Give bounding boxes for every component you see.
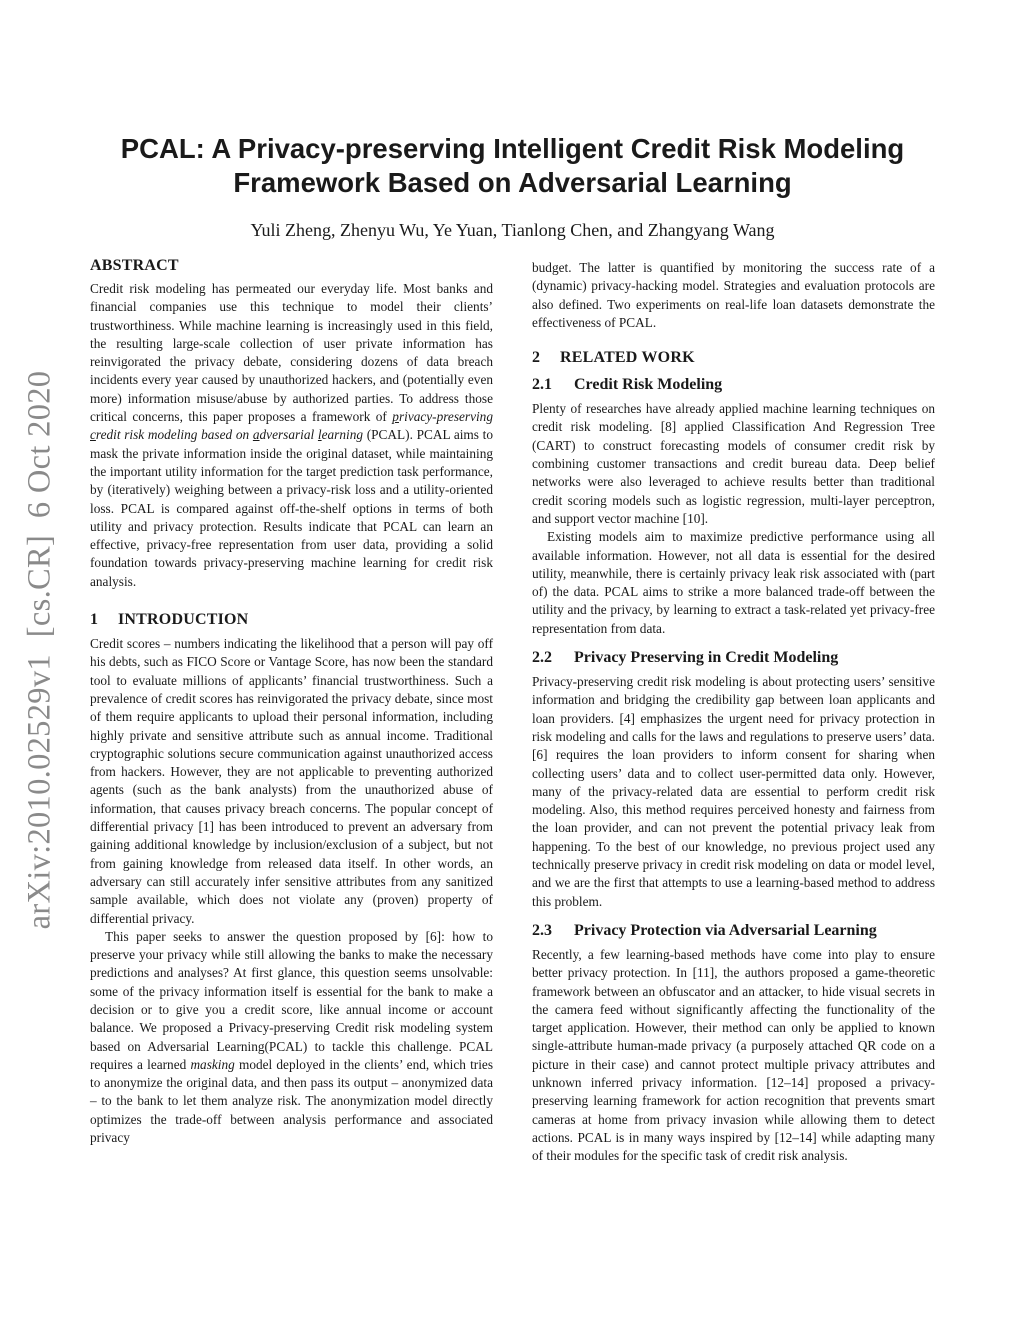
title-line-2: Framework Based on Adversarial Learning <box>233 167 792 198</box>
subsection-2-1-paragraph-1: Plenty of researches have already applied machine learning techniques on credit risk modeling. [8] applied Classification And Regression Tree (CART) to construct forecasting models of consumer credit risk by combining customer transactions and credit bureau data. Deep belief networks were also leveraged to achieve results better than traditional credit scoring models such as logistic regression, multi-layer perceptron, and support vector machine [10]. <box>532 401 935 526</box>
abstract-text: Credit risk modeling has permeated our everyday life. Most banks and financial companies use this technique to model their clients’ trustworthiness. While machine learning is increasingly used in this field, the resulting large-scale collection of user private information has reinvigorated the privacy debate, considering dozens of data breach incidents every year caused by unauthorized hackers, and (potentially even more) information misuse/abuse by authorized parties. To address those critical concerns, this paper proposes a framework of privacy-preserving credit risk modeling based on adversarial learning (PCAL). PCAL aims to mask the private information inside the original dataset, while maintaining the important utility information for the target prediction task performance, by (iteratively) weighing between a privacy-risk loss and a utility-oriented loss. PCAL is compared against off-the-shelf options in terms of both utility and privacy protection. Results indicate that PCAL can learn an effective, privacy-free representation from user data, providing a solid foundation towards privacy-preserving machine learning for credit risk analysis. <box>90 281 493 589</box>
introduction-paragraph-2: This paper seeks to answer the question proposed by [6]: how to preserve your privacy while still allowing the banks to make the necessary predictions and analyses? At first glance, this question seems unsolvable: some of the privacy information itself is essential for the bank to make a decision or to give you a credit score, like annual income or account balance. We proposed a Privacy-preserving Credit risk modeling system based on Adversarial Learning(PCAL) to tackle this challenge. PCAL requires a learned masking model deployed in the clients’ end, which tries to anonymize the original data, and then pass its output – anonymized data – to the bank to let them analyze risk. The anonymization model directly optimizes the trade-off between analysis performance and associated privacy <box>90 928 493 1146</box>
subsection-2-1-heading: 2.1 Credit Risk Modeling <box>532 376 723 394</box>
right-column <box>532 259 935 1165</box>
subsection-2-3-heading: 2.3 Privacy Protection via Adversarial Learning <box>532 921 877 939</box>
section-title: RELATED WORK <box>560 349 695 367</box>
section-number: 1 <box>90 611 99 629</box>
abstract-heading: ABSTRACT <box>90 257 179 274</box>
left-column <box>90 256 493 1147</box>
pcal-acronym-expansion: privacy-preserving credit risk modeling based on adversarial learning <box>90 409 493 443</box>
subsection-2-2-paragraph-1: Privacy-preserving credit risk modeling is about protecting users’ sensitive information and bridging the credibility gap between loan applicants and loan providers. [4] emphasizes the urgent need for privacy protection in risk modeling and calls for the laws and regulations to preserve users’ data. [6] requires the loan providers to inform consent for sharing when collecting users’ data and to collect user-permitted data only. However, many of the privacy-related data are essential to perform credit risk modeling. Also, this method requires perceived honesty and fairness from the loan provider, and can not prevent the potential privacy leak from happening. To the best of our knowledge, no previous project used any technically preserve privacy in credit risk modeling on data or model level, and we are the first that attempts to use a learning-based method to address this problem. <box>532 674 935 909</box>
introduction-continuation: budget. The latter is quantified by monitoring the success rate of a (dynamic) privacy-hacking model. Strategies and evaluation protocols are also defined. Two experiments on real-life loan datasets demonstrate the effectiveness of PCAL. <box>532 260 935 330</box>
arxiv-stamp <box>10 362 70 937</box>
subsection-2-1-paragraph-2: Existing models aim to maximize predictive performance using all available information. However, not all data is essential for the desired utility, meanwhile, there is certainly privacy leak risk associated with (part of) the data. PCAL aims to strike a more balanced trade-off between the utility and the privacy, by learning to extract a task-related yet privacy-free representation from data. <box>532 529 935 636</box>
arxiv-identifier[interactable]: arXiv:2010.02529v1 [cs.CR] 6 Oct 2020 <box>21 370 58 929</box>
author-list: Yuli Zheng, Zhenyu Wu, Ye Yuan, Tianlong Chen, and Zhangyang Wang <box>250 220 775 240</box>
section-number: 2 <box>532 349 541 367</box>
title-line-1: PCAL: A Privacy-preserving Intelligent Credit Risk Modeling <box>120 133 905 164</box>
related-work-heading <box>532 348 935 368</box>
section-title: INTRODUCTION <box>118 611 249 629</box>
subsection-2-3-paragraph-1: Recently, a few learning-based methods have come into play to ensure better privacy protection. In [11], the authors proposed a game-theoretic framework between an obfuscator and an attacker, to hide visual secrets in the camera feed without significantly affecting the functionality of the target application. However, their method can only be applied to known single-attribute human-made privacy (a purposely attached QR code on a picture in their case) and cannot protect multiple privacy attributes and unknown inferred privacy information. [12–14] proposed a privacy-preserving learning framework for action recognition that prevents smart cameras at home from privacy invasion while allowing them to detect actions. PCAL is in many ways inspired by [12–14] while adapting many of their modules for the specific task of credit risk analysis. <box>532 946 935 1164</box>
subsection-2-2-heading: 2.2 Privacy Preserving in Credit Modeling <box>532 649 839 667</box>
paper-title <box>90 132 935 200</box>
introduction-paragraph-1: Credit scores – numbers indicating the likelihood that a person will pay off his debts, such as FICO Score or Vantage Score, has now been the standard tool to evaluate millions of applicants’ financial trustworthiness. Such a prevalence of credit scores has reinvigorated the privacy debate, since most of them require applicants to upload their personal information, including highly private and sensitive attribute such as annual income. Traditional cryptographic solutions secure communication against unauthorized access from hackers. However, they are not applicable to preventing authorized agents (such as the bank analysts) from the unauthorized abuse of information, that causes privacy breach concerns. The popular concept of differential privacy [1] has been introduced to prevent an adversary from gaining additional knowledge by inclusion/exclusion of a subject, but not from gaining knowledge from released data itself. In other words, an adversary can still accurately infer sensitive attributes from any sanitized sample available, which does not violate any (proven) property of differential privacy. <box>90 636 493 926</box>
introduction-heading <box>90 610 493 630</box>
